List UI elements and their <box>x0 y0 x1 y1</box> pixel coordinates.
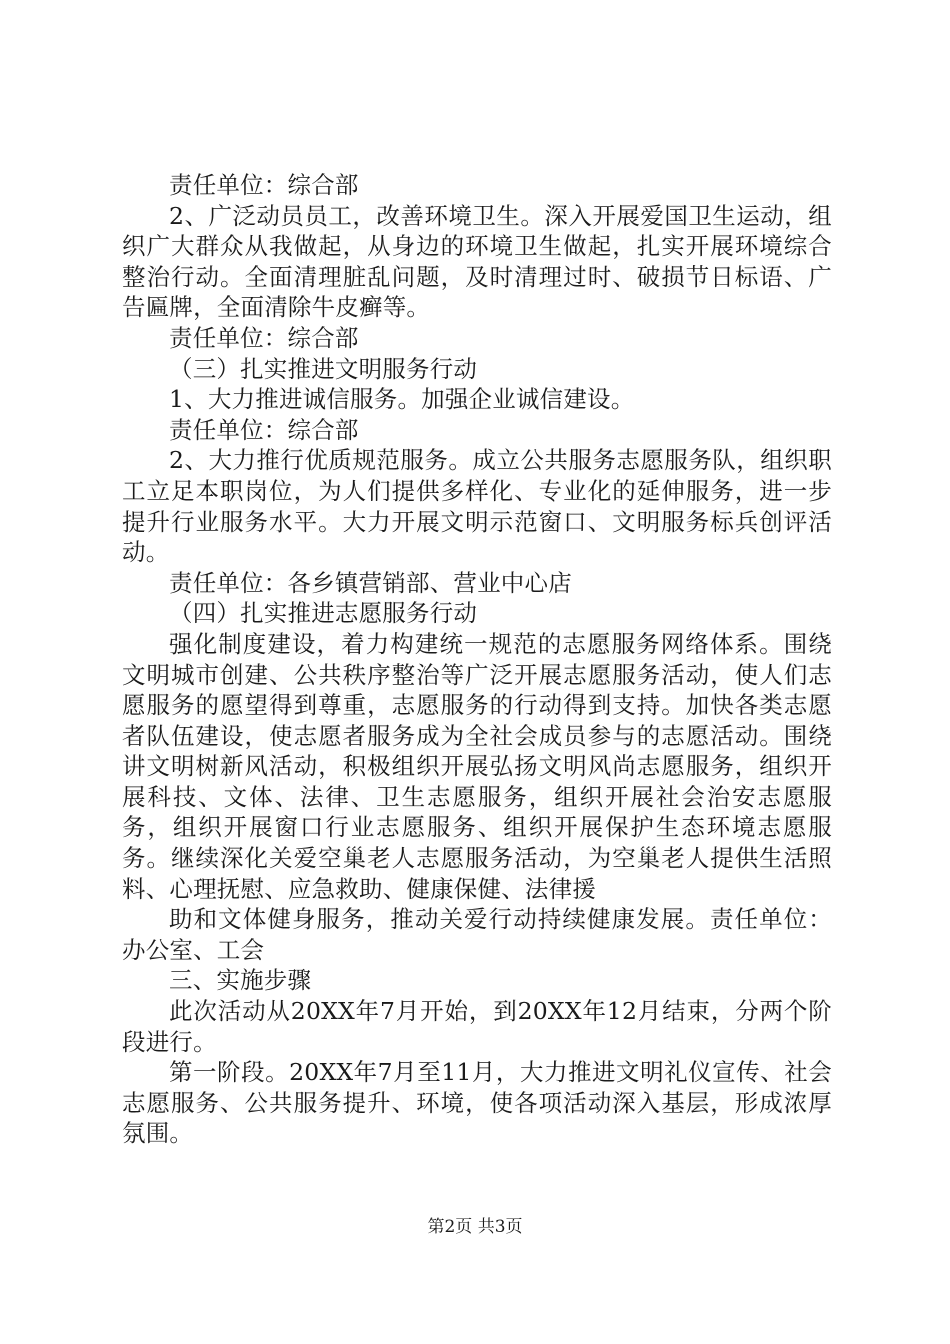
paragraph-responsible-unit-3: 责任单位：综合部 <box>169 415 359 444</box>
paragraph-responsible-unit-4: 责任单位：各乡镇营销部、营业中心店 <box>169 568 572 597</box>
paragraph-responsible-unit-2: 责任单位：综合部 <box>169 323 359 352</box>
paragraph-first-stage: 第一阶段。20XX年7月至11月，大力推进文明礼仪宣传、社会志愿服务、公共服务提升、环境，使各项活动深入基层，形成浓厚氛围。 <box>122 1058 832 1148</box>
paragraph-volunteer-system: 强化制度建设，着力构建统一规范的志愿服务网络体系。围绕文明城市创建、公共秩序整治等广泛开展志愿服务活动，使人们志愿服务的愿望得到尊重，志愿服务的行动得到支持。加快各类志愿者队伍建设，使志愿者服务成为全社会成员参与的志愿活动。围绕讲文明树新风活动，积极组织开展弘扬文明风尚志愿服务，组织开展科技、文体、法律、卫生志愿服务，组织开展社会治安志愿服务，组织开展窗口行业志愿服务、组织开展保护生态环境志愿服务。继续深化关爱空巢老人志愿服务活动，为空巢老人提供生活照料、心理抚慰、应急救助、健康保健、法律援 <box>122 629 832 903</box>
section-heading-civilized-service: （三）扎实推进文明服务行动 <box>169 354 478 383</box>
section-heading-implementation-steps: 三、实施步骤 <box>169 966 312 995</box>
page-number-footer: 第2页 共3页 <box>427 1217 523 1237</box>
paragraph-integrity-service: 1、大力推进诚信服务。加强企业诚信建设。 <box>169 385 635 414</box>
paragraph-responsible-unit-1: 责任单位：综合部 <box>169 171 359 199</box>
section-heading-volunteer-service: （四）扎实推进志愿服务行动 <box>169 599 478 628</box>
paragraph-activity-period: 此次活动从20XX年7月开始，到20XX年12月结束，分两个阶段进行。 <box>122 997 832 1056</box>
paragraph-volunteer-continued: 助和文体健身服务，推动关爱行动持续健康发展。责任单位：办公室、工会 <box>122 905 832 964</box>
paragraph-environment-hygiene: 2、广泛动员员工，改善环境卫生。深入开展爱国卫生运动，组织广大群众从我做起，从身边的环境卫生做起，扎实开展环境综合整治行动。全面清理脏乱问题，及时清理过时、破损节日标语、广告匾牌，全面清除牛皮癣等。 <box>122 201 832 322</box>
document-body <box>122 170 832 1149</box>
paragraph-quality-service: 2、大力推行优质规范服务。成立公共服务志愿服务队，组织职工立足本职岗位，为人们提供多样化、专业化的延伸服务，进一步提升行业服务水平。大力开展文明示范窗口、文明服务标兵创评活动。 <box>122 446 832 567</box>
